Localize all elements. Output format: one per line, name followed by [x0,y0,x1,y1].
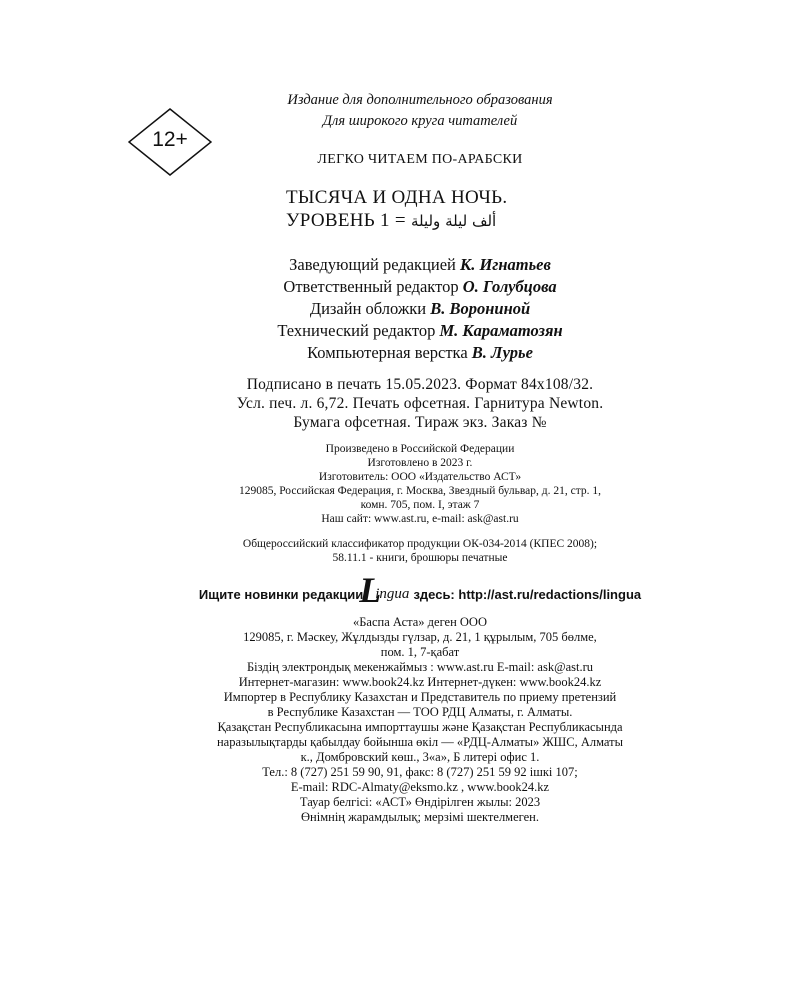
staff-name: М. Караматозян [439,321,563,340]
print-info-line-2: Усл. печ. л. 6,72. Печать офсетная. Гарнитура Newton. [236,395,604,412]
kz-info-line: 129085, г. Мәскеу, Жұлдызды гүлзар, д. 21, 1 құрылым, 705 бөлме, [243,630,597,644]
book-title-line-1: ТЫСЯЧА И ОДНА НОЧЬ. [286,187,508,208]
kz-info-line: в Республике Казахстан — ТОО РДЦ Алматы, г. Алматы. [267,705,573,719]
staff-name: В. Ворониной [430,299,531,318]
print-info-line-1: Подписано в печать 15.05.2023. Формат 84x108/32. [246,376,594,393]
kz-info-line: Тел.: 8 (727) 251 59 90, 91, факс: 8 (727) 251 59 92 ішкі 107; [262,765,578,779]
staff-line [200,343,640,363]
lingua-link[interactable]: здесь: http://ast.ru/redactions/lingua [413,586,642,602]
staff-line [200,255,640,275]
print-info-line-3: Бумага офсетная. Тираж экз. Заказ № [293,414,547,431]
lingua-logo-initial: L [359,569,382,610]
age-rating-badge [128,108,212,176]
edition-line-1: Издание для дополнительного образования [287,92,553,108]
staff-role: Дизайн обложки [309,299,427,318]
age-rating-label: 12+ [152,128,188,151]
staff-line [200,321,640,341]
book-title-arabic: ألف ليلة وليلة [410,212,497,230]
staff-name: В. Лурье [471,343,533,362]
kz-info-line: Қазақстан Республикасына импорттаушы және Қазақстан Республикасында [217,720,623,734]
production-line: Произведено в Российской Федерации [325,443,515,455]
kz-info-line: наразылықтарды қабылдау бойынша өкіл — «РДЦ-Алматы» ЖШС, Алматы [216,735,624,749]
lingua-prefix: Ищите новинки редакции [198,586,364,602]
kz-info-line: Біздің электрондық мекенжаймыз : www.ast.ru E-mail: ask@ast.ru [246,660,594,674]
production-line: 129085, Российская Федерация, г. Москва, Звездный бульвар, д. 21, стр. 1, [238,485,602,497]
staff-name: О. Голубцова [462,277,557,296]
classifier-line: 58.11.1 - книги, брошюры печатные [332,552,508,564]
kz-info-line: пом. 1, 7-қабат [380,645,460,659]
staff-role: Ответственный редактор [283,277,459,296]
edition-line-2: Для широкого круга читателей [322,113,518,129]
kz-info-line: «Баспа Аста» деген ООО [352,615,487,629]
staff-role: Заведующий редакцией [289,255,456,274]
kz-info-line: к., Домбровский көш., 3«а», Б литері офис 1. [300,750,540,764]
kz-info-line: Өнімнің жарамдылық; мерзімі шектелмеген. [301,810,539,824]
staff-line [200,299,640,319]
lingua-logo-rest: ingua [375,585,410,602]
kz-info-line: E-mail: RDC-Almaty@eksmo.kz , www.book24.kz [290,780,550,794]
staff-role: Технический редактор [277,321,436,340]
book-title-line-2 [286,210,496,232]
book-title-level: УРОВЕНЬ 1 = [286,210,411,231]
classifier-line: Общероссийский классификатор продукции ОК-034-2014 (КПЕС 2008); [242,538,598,550]
staff-name: К. Игнатьев [460,255,551,274]
kz-info-line: Тауар белгісі: «АСТ» Өндірілген жылы: 2023 [299,795,541,809]
kz-info-line: Интернет-магазин: www.book24.kz Интернет-дүкен: www.book24.kz [238,675,602,689]
series-name: ЛЕГКО ЧИТАЕМ ПО-АРАБСКИ [317,152,523,167]
production-line: Изготовитель: ООО «Издательство АСТ» [318,471,522,483]
lingua-logo [359,569,410,610]
production-line: Наш сайт: www.ast.ru, e-mail: ask@ast.ru [321,513,519,525]
staff-line [200,277,640,297]
production-line: Изготовлено в 2023 г. [367,457,473,469]
kz-info-line: Импортер в Республику Казахстан и Представитель по приему претензий [223,690,617,704]
staff-role: Компьютерная верстка [307,343,468,362]
production-line: комн. 705, пом. I, этаж 7 [360,499,480,511]
lingua-promo [100,569,740,610]
